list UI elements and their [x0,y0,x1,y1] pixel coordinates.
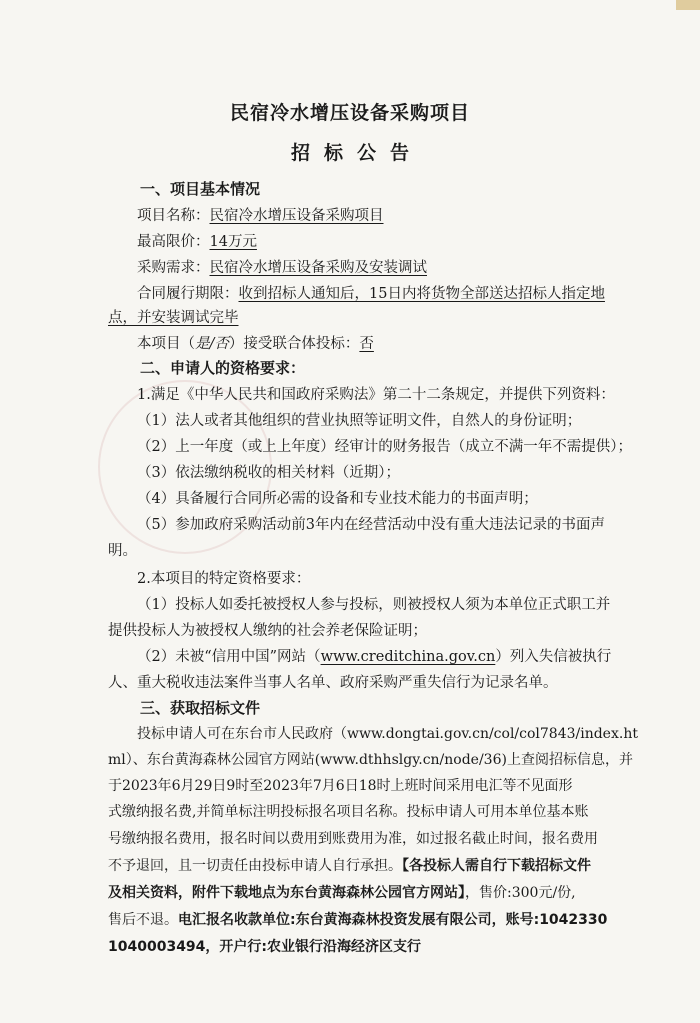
max-price-value: 14万元 [209,234,257,250]
sec3-line-1: 投标申请人可在东台市人民政府（www.dongtai.gov.cn/col/col7843/index.ht [137,726,638,742]
qualification-p2: 2.本项目的特定资格要求： [137,571,311,587]
consortium-mid: ）接受联合体投标： [228,336,360,352]
section1-heading: 一、项目基本情况 [140,180,261,198]
period-row [137,282,605,303]
demand-label: 采购需求： [137,260,210,276]
demand-row [137,256,427,277]
sec3-line-8a: 售后不退。 [108,912,178,928]
project-name-label: 项目名称： [137,208,210,224]
qualification-item-5-cont: 明。 [108,543,137,559]
period-value-1: 收到招标人通知后，15日内将货物全部送达招标人指定地 [238,286,605,302]
corner-mark [676,0,700,10]
consortium-value: 否 [359,336,374,352]
consortium-pre: 本项目（ [137,336,195,352]
special-item-2-pre: （2）未被“信用中国”网站（ [137,649,321,665]
qualification-p1: 1.满足《中华人民共和国政府采购法》第二十二条规定，并提供下列资料： [137,387,615,403]
document-subtitle: 招标公告 [290,142,423,164]
special-item-2-cont: 人、重大税收违法案件当事人名单、政府采购严重失信行为记录名单。 [108,675,558,691]
qualification-item-4: （4）具备履行合同所必需的设备和专业技术能力的书面声明； [137,491,538,507]
sec3-line-8b: 电汇报名收款单位:东台黄海森林投资发展有限公司，账号:1042330 [178,912,608,928]
project-name-row [137,204,384,225]
qualification-item-3: （3）依法缴纳税收的相关材料（近期）； [137,465,400,481]
sec3-line-2: ml）、东台黄海森林公园官方网站(www.dthhslgy.cn/node/36)上查阅招标信息，并 [108,752,633,768]
consortium-row [137,332,374,353]
sec3-line-8 [108,909,607,929]
special-item-2-post: ）列入失信被执行 [495,649,612,665]
period-row-cont [108,306,239,327]
sec3-line-7a: 及相关资料，附件下载地点为东台黄海森林公园官方网站】 [108,885,465,901]
consortium-option: 是/否 [195,336,229,352]
sec3-line-6a: 不予退回，且一切责任由投标申请人自行承担。 [108,858,402,874]
qualification-item-1: （1）法人或者其他组织的营业执照等证明文件，自然人的身份证明； [137,413,582,429]
sec3-line-3: 于2023年6月29日9时至2023年7月6日18时上班时间采用电汇等不见面形 [108,778,573,794]
max-price-row [137,230,257,251]
qualification-item-5: （5）参加政府采购活动前3年内在经营活动中没有重大违法记录的书面声 [137,517,605,533]
project-name-value: 民宿冷水增压设备采购项目 [209,208,384,224]
period-value-2: 点，并安装调试完毕 [108,310,239,326]
section2-heading: 二、申请人的资格要求： [140,359,306,377]
sec3-line-6b: 【各投标人需自行下载招标文件 [402,858,591,874]
sec3-line-7 [108,882,576,902]
max-price-label: 最高限价： [137,234,210,250]
qualification-item-2: （2）上一年度（或上上年度）经审计的财务报告（成立不满一年不需提供）； [137,439,632,455]
sec3-line-7b: ，售价:300元/份, [465,885,576,901]
sec3-line-4: 式缴纳报名费,并简单标注明投标报名项目名称。投标申请人可用本单位基本账 [108,804,589,820]
document-title: 民宿冷水增压设备采购项目 [229,102,470,124]
special-item-2 [137,645,611,666]
sec3-line-5: 号缴纳报名费用，报名时间以费用到账费用为准，如过报名截止时间，报名费用 [108,831,598,847]
special-item-1-cont: 提供投标人为被授权人缴纳的社会养老保险证明； [108,623,427,639]
sec3-line-9: 1040003494，开户行:农业银行沿海经济区支行 [108,939,422,955]
creditchina-link[interactable]: www.creditchina.gov.cn [320,649,496,665]
period-label: 合同履行期限： [137,286,239,302]
special-item-1: （1）投标人如委托被授权人参与投标，则被授权人须为本单位正式职工并 [137,597,611,613]
sec3-line-6 [108,855,591,875]
demand-value: 民宿冷水增压设备采购及安装调试 [209,260,427,276]
section3-heading: 三、获取招标文件 [140,699,261,717]
